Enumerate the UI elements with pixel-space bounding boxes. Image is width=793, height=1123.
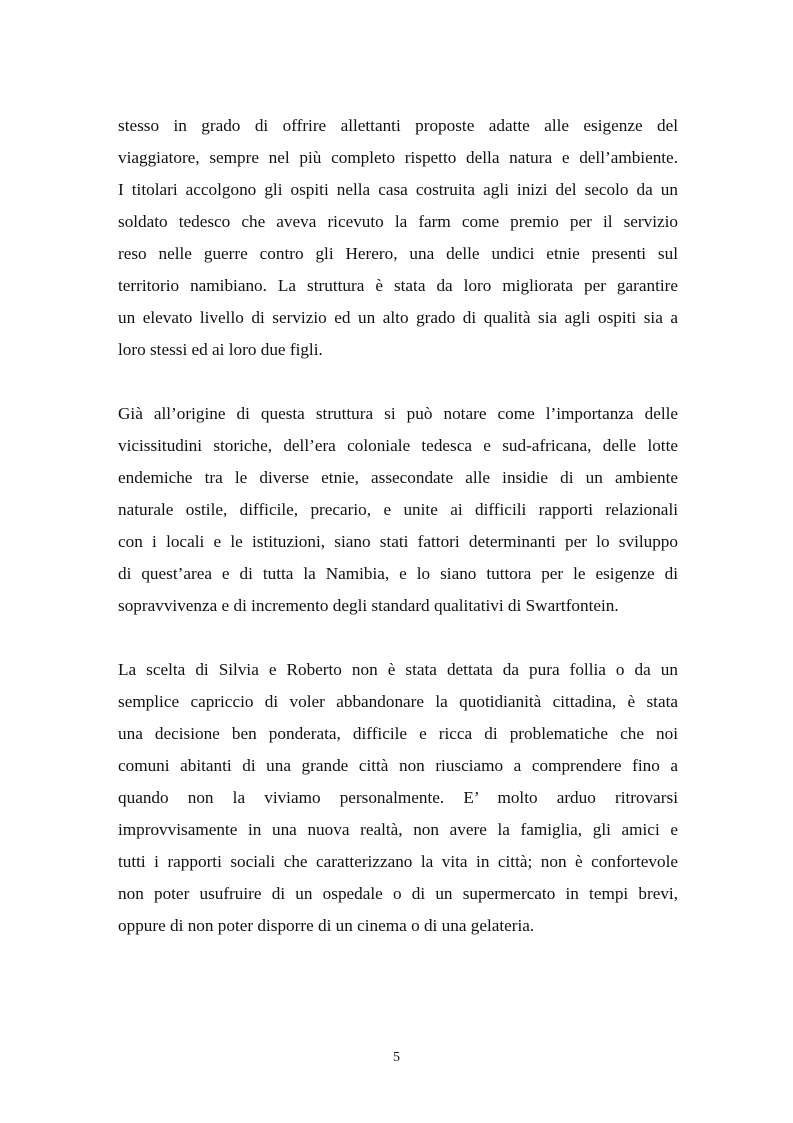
text-line: improvvisamente in una nuova realtà, non avere la famiglia, gli amici e [118,820,678,839]
text-line: un elevato livello di servizio ed un alto grado di qualità sia agli ospiti sia a [118,308,678,327]
paragraph-3 [118,654,678,942]
text-line: soldato tedesco che aveva ricevuto la farm come premio per il servizio [118,212,678,231]
paragraph-1 [118,110,678,366]
text-line: stesso in grado di offrire allettanti proposte adatte alle esigenze del [118,116,678,135]
text-line: La scelta di Silvia e Roberto non è stata dettata da pura follia o da un [118,660,678,679]
text-line: una decisione ben ponderata, difficile e ricca di problematiche che noi [118,724,678,743]
text-line: con i locali e le istituzioni, siano stati fattori determinanti per lo sviluppo [118,532,678,551]
text-line: viaggiatore, sempre nel più completo rispetto della natura e dell’ambiente. [118,148,678,167]
text-line: endemiche tra le diverse etnie, assecondate alle insidie di un ambiente [118,468,678,487]
text-line: loro stessi ed ai loro due figli. [118,340,323,359]
text-line: di quest’area e di tutta la Namibia, e lo siano tuttora per le esigenze di [118,564,678,583]
page-number: 5 [393,1050,400,1065]
text-line: semplice capriccio di voler abbandonare la quotidianità cittadina, è stata [118,692,678,711]
text-line: sopravvivenza e di incremento degli standard qualitativi di Swartfontein. [118,596,619,615]
text-line: oppure di non poter disporre di un cinema o di una gelateria. [118,916,535,935]
text-line: territorio namibiano. La struttura è stata da loro migliorata per garantire [118,276,678,295]
text-line: naturale ostile, difficile, precario, e unite ai difficili rapporti relazionali [118,500,678,519]
text-line: I titolari accolgono gli ospiti nella casa costruita agli inizi del secolo da un [118,180,678,199]
text-line: non poter usufruire di un ospedale o di un supermercato in tempi brevi, [118,884,678,903]
text-line: vicissitudini storiche, dell’era coloniale tedesca e sud-africana, delle lotte [118,436,678,455]
text-line: comuni abitanti di una grande città non riusciamo a comprendere fino a [118,756,678,775]
text-line: Già all’origine di questa struttura si può notare come l’importanza delle [118,404,678,423]
text-line: tutti i rapporti sociali che caratterizzano la vita in città; non è confortevole [118,852,678,871]
text-line: quando non la viviamo personalmente. E’ molto arduo ritrovarsi [118,788,678,807]
paragraph-2 [118,398,678,622]
text-line: reso nelle guerre contro gli Herero, una delle undici etnie presenti sul [118,244,678,263]
